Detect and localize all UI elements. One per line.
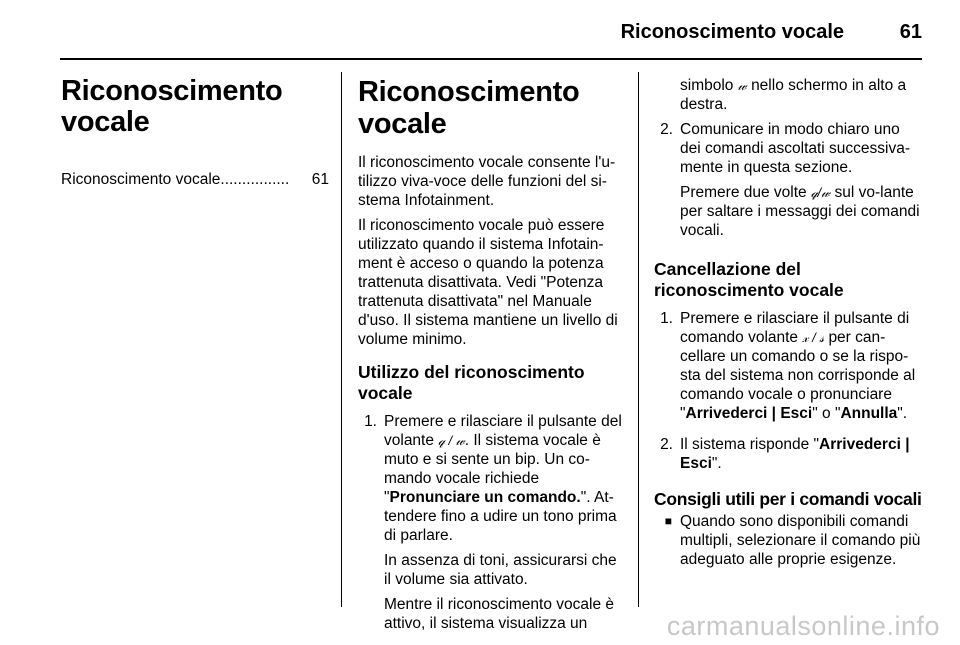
- watermark: carmanualsonline.info: [666, 611, 940, 641]
- usage-step-2: [654, 120, 922, 246]
- running-header-title: Riconoscimento vocale: [620, 21, 844, 43]
- toc-entry-label: Riconoscimento vocale: [61, 171, 221, 188]
- page-header: [0, 0, 960, 60]
- intro-paragraph-1: Il riconoscimento vocale consente l'u-tilizzo viva-voce delle funzioni del si-stema Infotainment.: [358, 154, 616, 209]
- usage-step-1-note: In assenza di toni, assicurarsi che il volume sia attivato.: [384, 552, 617, 588]
- cancel-step-1: [654, 309, 922, 429]
- toc-entry-page: 61: [311, 171, 329, 188]
- usage-step-2-tip: Premere due volte 𝓆/𝓌 sul vo-lante per saltare i messaggi dei comandi vocali.: [680, 184, 920, 239]
- voice-button-icon: 𝓆 / 𝓌: [438, 433, 465, 448]
- column-divider-2: [638, 72, 639, 607]
- toc-entry[interactable]: [61, 170, 329, 189]
- tips-item-text: Quando sono disponibili comandi multipli, selezionare il comando più adeguato alle proprie esigenze.: [680, 513, 921, 568]
- section-title: Riconoscimento vocale: [358, 76, 580, 140]
- cancel-step-1-text: Premere e rilasciare il pulsante di comando volante 𝓍 / 𝓈 per can-cellare un comando o se la rispo-sta del sistema non corrisponde al comando vocale o pronunciare "Arrivederci | Esci" o "Annulla".: [680, 310, 916, 422]
- usage-step-1-text: Premere e rilasciare il pulsante del volante 𝓆 / 𝓌. Il sistema vocale è muto e si sente un bip. Un co-mando vocale richiede "Pronunciare un comando.". At-tendere fino a udire un tono prima di parlare.: [384, 413, 622, 544]
- cancel-step-2-text: Il sistema risponde "Arrivederci | Esci".: [680, 436, 910, 472]
- usage-step-1-continued: simbolo 𝓌 nello schermo in alto a destra.: [680, 77, 907, 113]
- tips-item: [654, 512, 922, 569]
- step-number: 1.: [364, 413, 377, 430]
- toc-entry-dots: ................: [220, 171, 290, 188]
- tips-heading: Consigli utili per i comandi vocali: [654, 489, 922, 509]
- end-call-button-icon: 𝓍 / 𝓈: [802, 330, 825, 345]
- usage-step-1: [358, 412, 623, 639]
- usage-step-1-display: Mentre il riconoscimento vocale è attivo, il sistema visualizza un: [384, 596, 615, 632]
- content-column-1: [358, 76, 623, 645]
- column-divider-1: [341, 72, 342, 607]
- step-number: 2.: [660, 121, 673, 138]
- usage-heading: Utilizzo del riconoscimento vocale: [358, 362, 585, 403]
- intro-paragraph-2: Il riconoscimento vocale può essere utilizzato quando il sistema Infotain-ment è acceso o quando la potenza trattenuta disattivata. Vedi "Potenza trattenuta disattivata" nel Manuale d'uso. Il sistema mantiene un livello di volume minimo.: [358, 217, 618, 348]
- header-rule: [60, 58, 922, 60]
- chapter-title: Riconoscimento vocale: [61, 75, 283, 138]
- bullet-icon: ■: [664, 514, 672, 528]
- chapter-column: [61, 76, 329, 189]
- cancel-heading: Cancellazione del riconoscimento vocale: [654, 259, 844, 300]
- step-number: 1.: [660, 310, 673, 327]
- content-column-2: [654, 76, 922, 569]
- voice-symbol-icon: 𝓌: [737, 78, 747, 93]
- cancel-step-2: [654, 435, 922, 479]
- voice-button-icon: 𝓆/𝓌: [810, 185, 831, 200]
- prompt-text: Pronunciare un comando.: [389, 489, 581, 506]
- usage-step-2-text: Comunicare in modo chiaro uno dei comandi ascoltati successiva-mente in questa sezione.: [680, 121, 911, 176]
- page-number: 61: [899, 21, 922, 43]
- step-number: 2.: [660, 436, 673, 453]
